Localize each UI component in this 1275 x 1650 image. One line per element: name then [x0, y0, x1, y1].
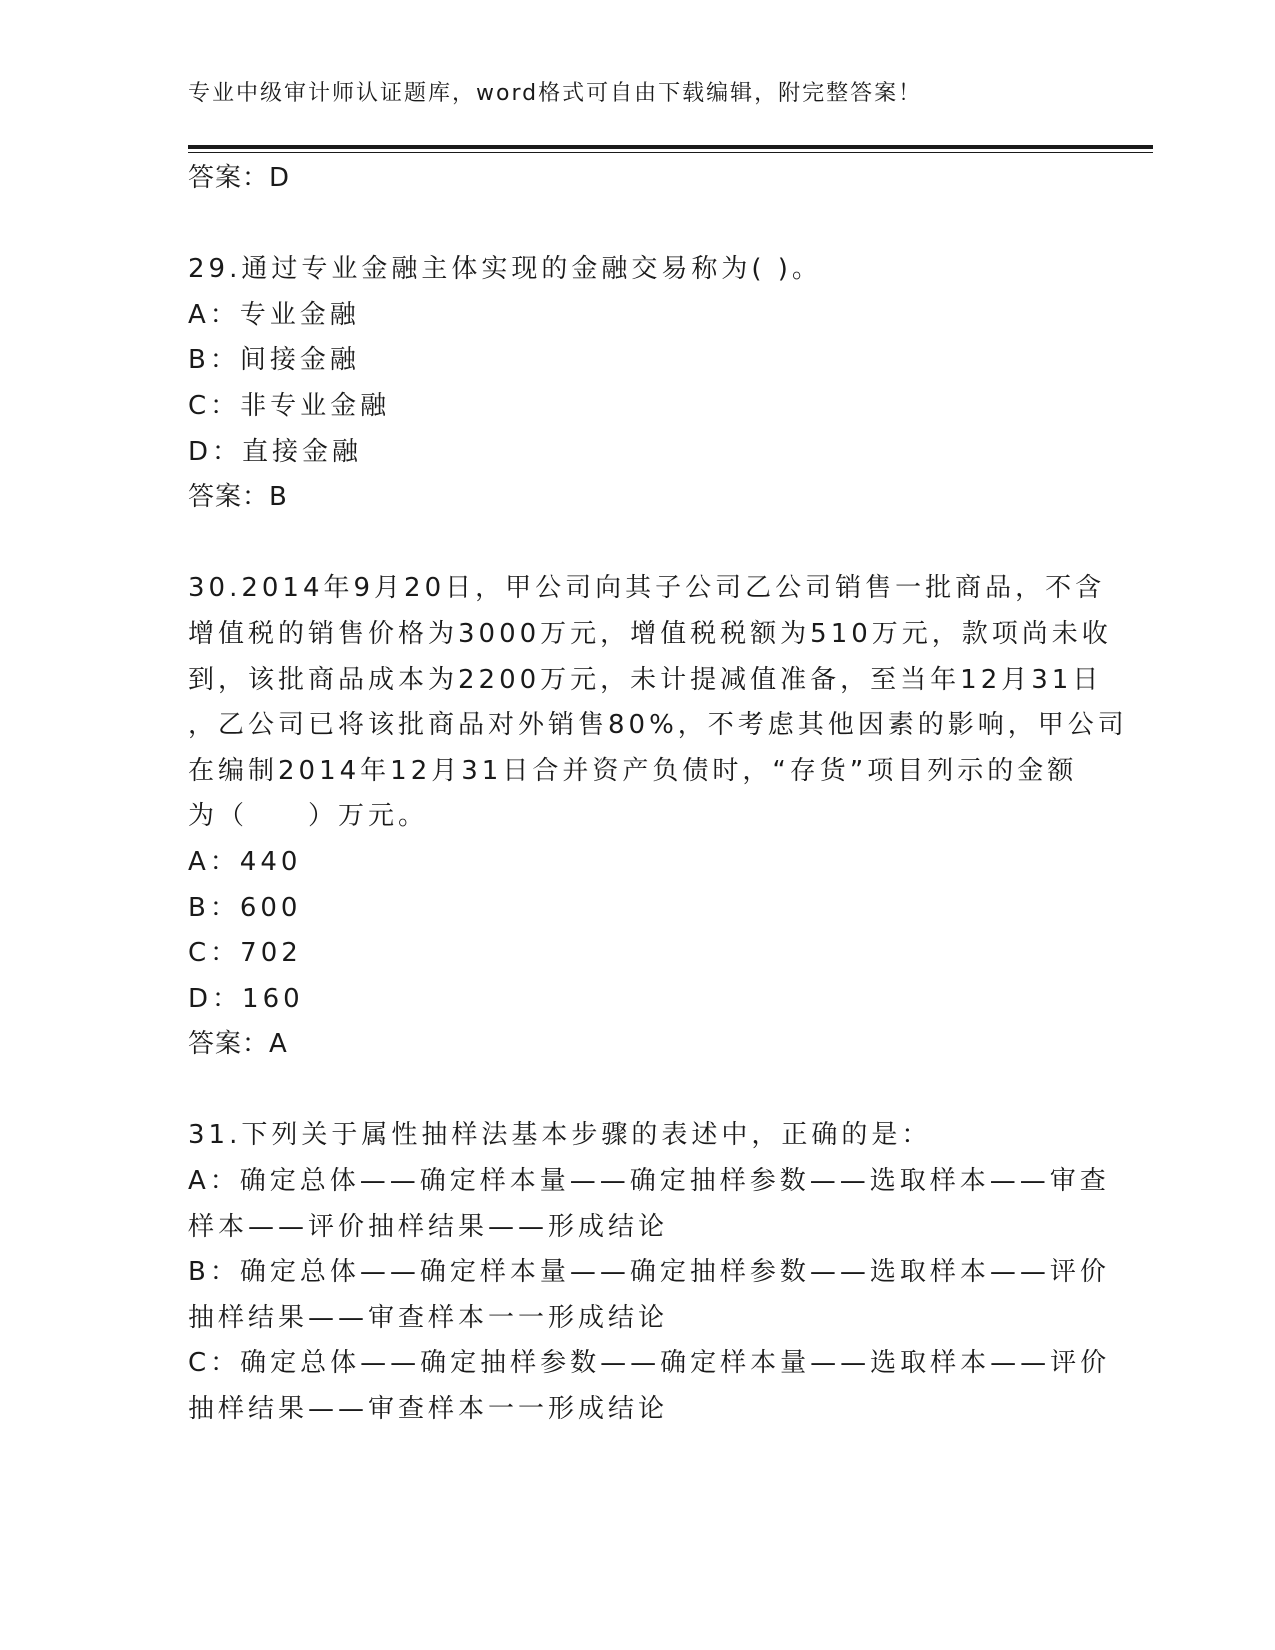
option-c: C：702: [188, 938, 302, 969]
option-b: B：间接金融: [188, 345, 360, 376]
option-a-continued: 样本——评价抽样结果——形成结论: [188, 1211, 669, 1242]
option-d: D：160: [188, 983, 304, 1014]
option-b: B：确定总体——确定样本量——确定抽样参数——选取样本——评价: [188, 1257, 1110, 1288]
option-a: A：专业金融: [188, 299, 360, 330]
answer: 答案：B: [188, 482, 288, 513]
option-b: B：600: [188, 892, 302, 923]
question-content: [188, 156, 1128, 1433]
question-stem-line: 为（ ）万元。: [188, 801, 429, 832]
spacer: [188, 202, 1088, 248]
answer: 答案：A: [188, 1029, 288, 1060]
question-stem-line: 在编制2014年12月31日合并资产负债时，“存货”项目列示的金额: [188, 755, 1078, 786]
question-stem-line: 到，该批商品成本为2200万元，未计提减值准备，至当年12月31日: [188, 664, 1103, 695]
header-rule-thick: [188, 145, 1153, 149]
question-30: [188, 566, 1128, 1068]
option-c-continued: 抽样结果——审查样本一一形成结论: [188, 1394, 669, 1425]
option-d: D：直接金融: [188, 436, 363, 467]
option-a: A：440: [188, 846, 302, 877]
question-stem-line: 29.通过专业金融主体实现的金融交易称为( )。: [188, 254, 822, 285]
question-stem-line: 31.下列关于属性抽样法基本步骤的表述中，正确的是：: [188, 1120, 932, 1151]
header-rule-thin: [188, 152, 1153, 153]
question-29: [188, 247, 1088, 521]
question-stem-line: 增值税的销售价格为3000万元，增值税税额为510万元，款项尚未收: [188, 618, 1112, 649]
question-stem-line: 30.2014年9月20日，甲公司向其子公司乙公司销售一批商品，不含: [188, 573, 1106, 604]
option-a: A：确定总体——确定样本量——确定抽样参数——选取样本——审查: [188, 1166, 1110, 1197]
option-b-continued: 抽样结果——审查样本一一形成结论: [188, 1302, 669, 1333]
question-31: [188, 1113, 1111, 1432]
question-stem-line: ，乙公司已将该批商品对外销售80%，不考虑其他因素的影响，甲公司: [188, 710, 1128, 741]
option-c: C：确定总体——确定抽样参数——确定样本量——选取样本——评价: [188, 1348, 1111, 1379]
spacer: [188, 521, 1088, 567]
spacer: [188, 1068, 1088, 1114]
option-c: C：非专业金融: [188, 390, 391, 421]
page-header: 专业中级审计师认证题库，word格式可自由下载编辑，附完整答案！: [188, 81, 923, 106]
answer-prev: 答案：D: [188, 163, 291, 193]
